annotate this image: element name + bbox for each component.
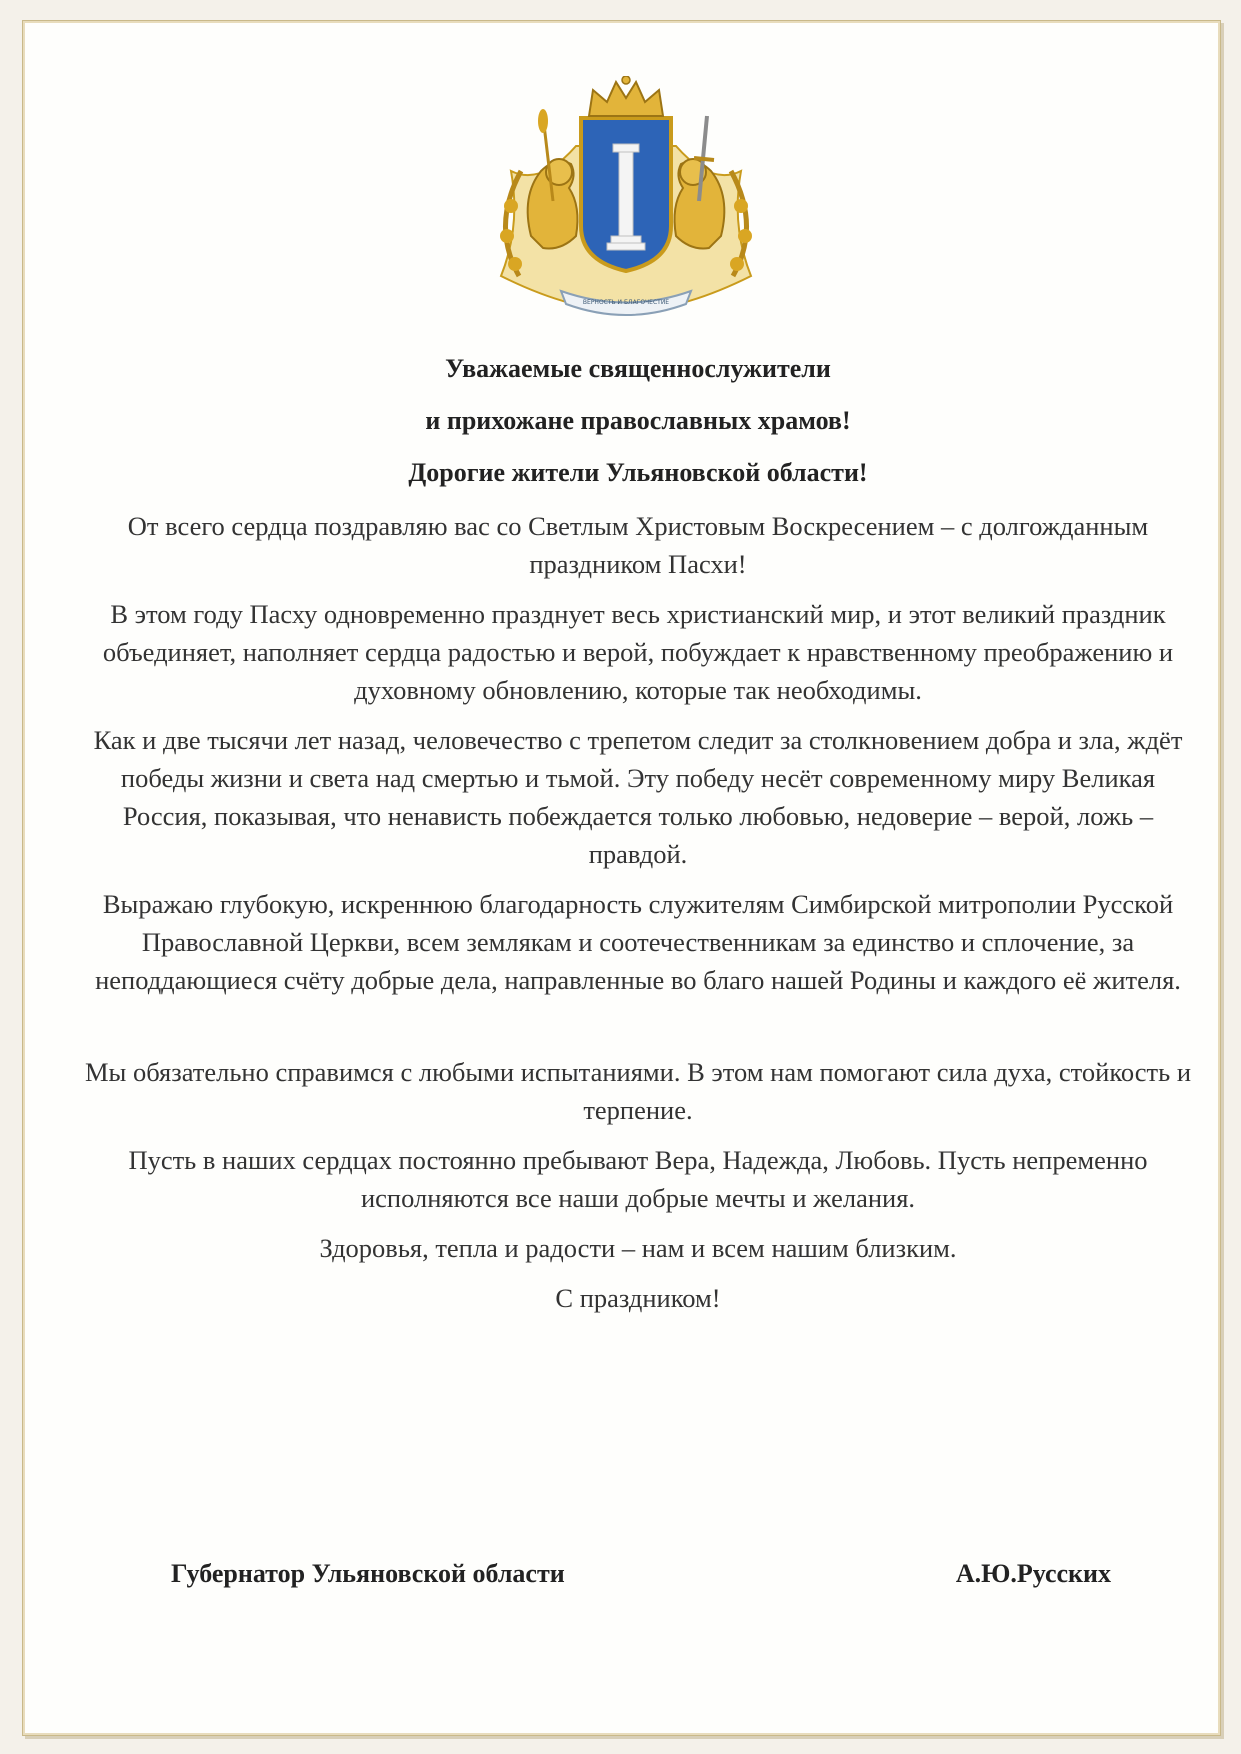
paragraph: Как и две тысячи лет назад, человечество с трепетом следит за столкновением добра и зла, ждёт победы жизни и света над смертью и тьмой. Эту победу несёт современному миру Великая Россия, показывая, что ненависть побеждается только любовью, недоверие – верой, ложь – правдой. xyxy=(93,725,1183,869)
paragraph: От всего сердца поздравляю вас со Светлым Христовым Воскресением – с долгожданным праздником Пасхи! xyxy=(127,511,1149,579)
signatory-title: Губернатор Ульяновской области xyxy=(171,1559,565,1588)
paragraph: Мы обязательно справимся с любыми испытаниями. В этом нам помогают сила духа, стойкость и терпение. xyxy=(84,1057,1192,1125)
paragraph: Выражаю глубокую, искреннюю благодарность служителям Симбирской митрополии Русской Православной Церкви, всем землякам и соотечественникам за единство и сплочение, за неподдающиеся счёту добрые дела, направленные во благо нашей Родины и каждого её жителя. xyxy=(95,889,1181,995)
paragraph: Здоровья, тепла и радости – нам и всем нашим близким. xyxy=(319,1233,957,1263)
paragraph: Пусть в наших сердцах постоянно пребывают Вера, Надежда, Любовь. Пусть непременно исполняются все наши добрые мечты и желания. xyxy=(128,1145,1148,1213)
closing-wish: С праздником! xyxy=(555,1283,721,1313)
letter-sheet xyxy=(22,20,1221,1736)
paragraph: В этом году Пасху одновременно празднует весь христианский мир, и этот великий праздник объединяет, наполняет сердца радостью и верой, побуждает к нравственному преображению и духовному обновлению, которые так необходимы. xyxy=(102,599,1174,705)
coat-of-arms-icon xyxy=(481,76,771,321)
signatory-name: А.Ю.Русских xyxy=(955,1559,1111,1588)
emblem-motto: ВЕРНОСТЬ И БЛАГОЧЕСТИЕ xyxy=(582,299,670,306)
greeting-line: Уважаемые священнослужители xyxy=(445,354,831,383)
greeting-line: и прихожане православных храмов! xyxy=(425,406,851,435)
letter-body xyxy=(83,343,1193,1317)
greeting-line: Дорогие жители Ульяновской области! xyxy=(408,458,868,487)
